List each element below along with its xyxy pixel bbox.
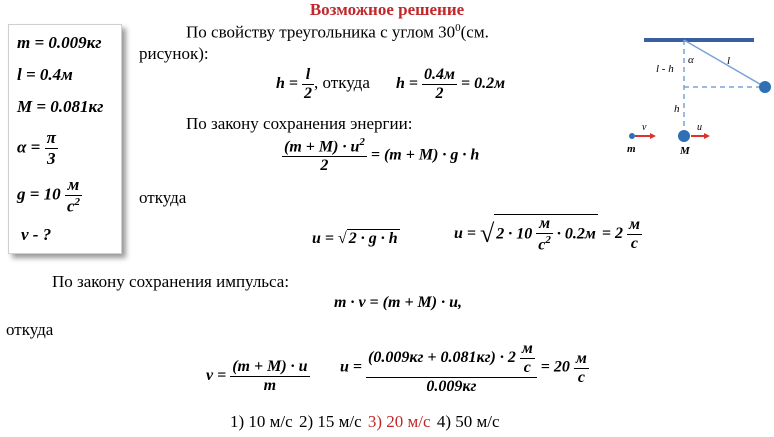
formula-v2-num [366, 340, 537, 377]
formula-u2-lhs: u = [454, 224, 477, 242]
formula-u-symbolic [312, 229, 400, 248]
formula-energy-frac [282, 136, 367, 175]
formula-v2-lhs: u = [340, 358, 363, 376]
formula-momentum [334, 294, 462, 312]
formula-u2-rhs: = 2 [601, 225, 623, 243]
text-see-open: (см. [460, 22, 489, 42]
label-v: v [642, 122, 647, 133]
answer-option-2[interactable]: 2) 15 м/с [298, 412, 362, 431]
formula-u1-lhs: u = [312, 230, 335, 247]
label-m: m [627, 143, 636, 155]
formula-energy-den: 2 [282, 156, 367, 175]
ball-raised [759, 81, 771, 93]
given-g-den-exp: 2 [74, 196, 80, 208]
answer-option-3[interactable]: 3) 20 м/с [367, 412, 431, 431]
text-otkuda-inline: , откуда [314, 73, 370, 93]
given-g-den-base: c [66, 196, 75, 216]
label-h: h [674, 103, 680, 115]
pendulum-figure [620, 30, 774, 165]
formula-u2-rad-a: 2 · 10 [496, 225, 533, 243]
formula-v-numeric [340, 340, 589, 396]
given-l: l = 0.4м [17, 65, 73, 84]
text-degree-sup: 0 [455, 22, 461, 34]
text-triangle-property [186, 22, 489, 43]
formula-v1-den: m [230, 376, 309, 395]
given-alpha-lhs: α = [17, 137, 41, 157]
text-momentum-law: По закону сохранения импульса: [52, 272, 290, 291]
answer-option-4[interactable]: 4) 50 м/с [436, 412, 500, 431]
given-g-num: м [67, 175, 80, 194]
formula-v1-frac [230, 358, 309, 395]
formula-h2-num: 0.4м [424, 66, 455, 83]
formula-v1-lhs: v = [206, 367, 227, 385]
formula-u2-rad-num: м [539, 215, 551, 232]
formula-h2-frac [422, 66, 457, 103]
given-M: M = 0.081кг [17, 97, 104, 116]
text-figure: рисунок): [139, 44, 209, 63]
formula-u2-rad-den-exp: 2 [545, 234, 551, 246]
formula-energy [282, 136, 479, 175]
given-alpha-den: 3 [45, 148, 58, 169]
formula-u2-unit-den: c [627, 234, 642, 253]
text-energy-law: По закону сохранения энергии: [186, 114, 413, 133]
formula-u2-rad-den [536, 233, 553, 254]
sqrt-sign-1: √ [338, 230, 347, 247]
given-g-lhs: g = 10 [17, 184, 61, 204]
formula-h-half-l [276, 66, 370, 103]
text-otkuda-1: откуда [139, 188, 187, 207]
formula-u2-rad-den-base: c [538, 236, 546, 254]
formula-v2-num-unit-den: c [520, 358, 535, 377]
given-g-frac [65, 175, 82, 217]
formula-u1-radicand: 2 · g · h [348, 230, 398, 247]
formula-v1-num: (m + M) · u [232, 358, 308, 375]
label-u: u [697, 122, 702, 133]
sqrt-sign-2: √ [480, 219, 495, 249]
answer-options [230, 412, 502, 432]
formula-energy-exp: 2 [359, 136, 365, 148]
formula-energy-num-text: (m + M) · u [284, 138, 360, 156]
bullet-m [629, 133, 635, 139]
text-triangle-main: По свойству треугольника с углом 30 [186, 22, 456, 42]
formula-energy-rhs: = (m + M) · g · h [370, 146, 480, 164]
given-alpha-frac [45, 128, 58, 169]
given-alpha-num: π [46, 128, 56, 147]
formula-h2-den: 2 [422, 84, 457, 103]
formula-v2-num-unit-num: м [521, 340, 533, 357]
formula-u2-unit [627, 216, 642, 253]
text-otkuda-2: откуда [6, 320, 54, 339]
velocity-arrow-u-head [704, 133, 710, 139]
solution-title: Возможное решение [309, 0, 465, 19]
answer-option-1[interactable]: 1) 10 м/с [230, 412, 293, 431]
given-alpha [17, 128, 58, 169]
formula-v2-num-a: (0.009кг + 0.081кг) · 2 [368, 349, 516, 367]
formula-v2-unit [574, 350, 589, 387]
formula-u-numeric [454, 214, 642, 254]
label-l: l [727, 55, 731, 67]
formula-h2-lhs: h = [396, 75, 419, 93]
label-M: M [680, 145, 690, 157]
given-m: m = 0.009кг [17, 33, 102, 52]
formula-u2-radicand [494, 214, 598, 254]
given-g-den [65, 195, 82, 217]
formula-v2-frac [366, 340, 537, 396]
formula-h1-frac [302, 66, 314, 103]
velocity-arrow-v-head [650, 133, 656, 139]
formula-momentum-end: , [458, 294, 463, 311]
formula-h1-den: 2 [304, 85, 313, 102]
formula-h-value [396, 66, 505, 103]
formula-v-symbolic [206, 358, 310, 395]
label-alpha: α [688, 54, 694, 66]
formula-u2-unit-num: м [629, 215, 640, 233]
formula-h2-rhs: = 0.2м [460, 75, 506, 93]
tilted-string [684, 40, 765, 87]
formula-v2-unit-num: м [575, 349, 587, 367]
formula-momentum-text: m · v = (m + M) · u [334, 294, 459, 311]
formula-energy-num [282, 136, 367, 156]
formula-u2-rad-b: · 0.2м [556, 225, 596, 243]
ball-M [678, 130, 690, 142]
given-box [8, 24, 122, 254]
formula-v2-den: 0.009кг [366, 377, 537, 396]
formula-u2-rad-frac [536, 215, 553, 254]
formula-v2-unit-den: c [574, 368, 589, 387]
formula-h1-lhs: h = [276, 75, 299, 93]
formula-v2-num-unit [520, 340, 535, 377]
given-v: v - ? [21, 225, 52, 244]
formula-h1-num: l [305, 66, 311, 83]
given-g [17, 175, 82, 217]
formula-v2-rhs: = 20 [540, 358, 570, 376]
label-l-minus-h: l - h [656, 63, 674, 75]
